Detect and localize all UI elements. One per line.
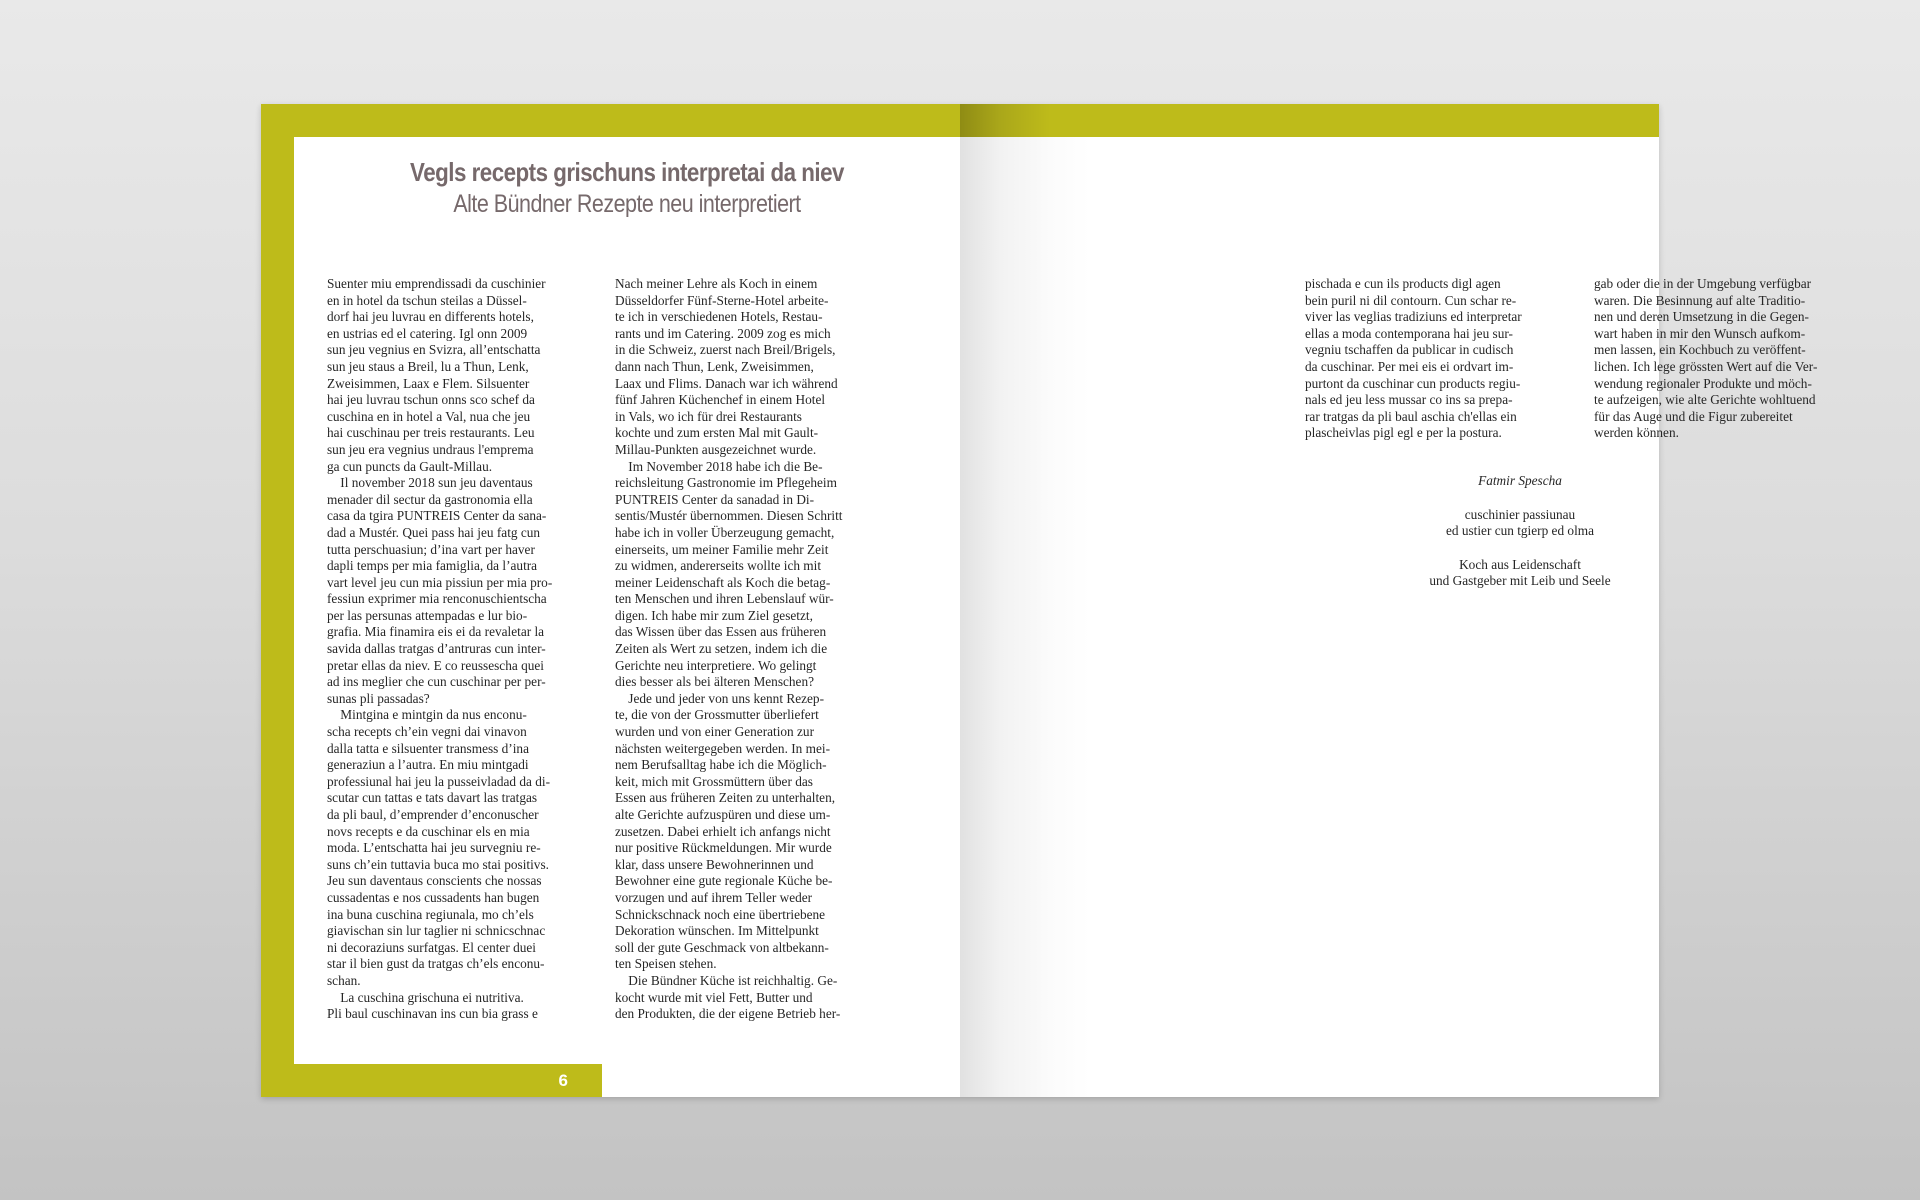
- book-spread: [261, 104, 1818, 1097]
- right-page: [960, 104, 1818, 1097]
- author-role-romansh: cuschinier passiunau ed ustier cun tgierp ed olma: [1445, 506, 1595, 539]
- author-name: Fatmir Spescha: [1478, 473, 1562, 488]
- text-column-german: Nach meiner Lehre als Koch in einem Düsseldorfer Fünf-Sterne-Hotel arbeite- te ich in verschiedenen Hotels, Restau- rants und im Catering. 2009 zog es mich in die Schweiz, zuerst nach Breil/Brigels, dann nach Thun, Lenk, Zweisimmen, Laax und Flims. Danach war ich während fünf Jahren Küchenchef in einem Hotel in Vals, wo ich für drei Restaurants kochte und zum ersten Mal mit Gault- Millau-Punkten ausgezeichnet wurde. Im November 2018 habe ich die Be- reichsleitung Gastronomie im Pflegeheim PUNTREIS Center da sanadad in Di- sentis/Mustér übernommen. Diesen Schritt habe ich in voller Überzeugung gemacht, einerseits, um meiner Familie mehr Zeit zu widmen, andererseits wollte ich mit meiner Leidenschaft als Koch die betag- ten Menschen und ihren Lebenslauf wür- digen. Ich habe mir zum Ziel gesetzt, das Wissen über das Essen aus früheren Zeiten als Wert zu setzen, indem ich die Gerichte neu interpretiere. Wo gelingt dies besser als bei älteren Menschen? Jede und jeder von uns kennt Rezep- te, die von der Grossmutter überliefert wurden und von einer Generation zur nächsten weitergegeben werden. In mei- nem Berufsalltag habe ich die Möglich- keit, mich mit Grossmüttern über das Essen aus früheren Zeiten zu unterhalten, alte Gerichte aufzuspüren und diese um- zusetzen. Dabei erhielt ich anfangs nicht nur positive Rückmeldungen. Mir wurde klar, dass unsere Bewohnerinnen und Bewohner eine gute regionale Küche be- vorzugen und auf ihrem Teller weder Schnickschnack noch eine übertriebene Dekoration wünschen. Im Mittelpunkt soll der gute Geschmack von altbekann- ten Speisen stehen. Die Bündner Küche ist reichhaltig. Ge- kocht wurde mit viel Fett, Butter und den Produkten, die der eigene Betrieb her-: [615, 276, 843, 1022]
- text-column-german-continued: gab oder die in der Umgebung verfügbar waren. Die Besinnung auf alte Traditio- nen und deren Umsetzung in die Gegen- wart haben in mir den Wunsch aufkom- men lassen, ein Kochbuch zu veröffent- lichen. Ich lege grössten Wert auf die Ver- wendung regionaler Produkte und möch- te aufzeigen, wie alte Gerichte wohltuend für das Auge und die Figur zubereitet werden können.: [1594, 276, 1818, 441]
- title-block: [294, 156, 960, 220]
- signature-spacer: [1390, 540, 1650, 557]
- page-subtitle: Alte Bündner Rezepte neu interpretiert: [453, 190, 801, 218]
- text-column-romansh-continued: pischada e cun ils products digl agen bein puril ni dil contourn. Cun schar re- viver las veglias tradiziuns ed interpretar ellas a moda contemporana hai jeu sur- vegniu tschaffen da publicar in cudisch da cuschinar. Per mei eis ei ordvart im- purtont da cuschinar cun products regiu- nals ed jeu less mussar co ins sa prepa- rar tratgas da pli baul aschia ch'ellas ein plascheivlas pigl egl e per la postura.: [1305, 276, 1522, 441]
- page-footer: [294, 1064, 602, 1097]
- accent-band: [960, 104, 1659, 137]
- text-column-romansh: Suenter miu emprendissadi da cuschinier en in hotel da tschun steilas a Düssel- dorf hai jeu luvrau en differents hotels, en ustrias ed el catering. Igl onn 2009 sun jeu vegnius en Svizra, all’entschatta sun jeu staus a Breil, lu a Thun, Lenk, Zweisimmen, Laax e Flem. Silsuenter hai jeu luvrau tschun onns sco schef da cuschina en in hotel a Val, nua che jeu hai cuschinau per treis restaurants. Leu sun jeu era vegnius undraus l'emprema ga cun puncts da Gault-Millau. Il november 2018 sun jeu daventaus menader dil sectur da gastronomia ella casa da tgira PUNTREIS Center da sana- dad a Mustér. Quei pass hai jeu fatg cun tutta perschuasiun; d’ina vart per haver dapli temps per mia famiglia, da l’autra vart level jeu cun mia pissiun per mia pro- fessiun exprimer mia renconuschientscha per las persunas attempadas e lur bio- grafia. Mia finamira eis ei da revaletar la savida dallas tratgas d’antruras cun inter- pretar ellas da niev. E co reussescha quei ad ins meglier che cun cuschinar per per- sunas pli passadas? Mintgina e mintgin da nus enconu- scha recepts ch’ein vegni dai vinavon dalla tatta e silsuenter transmess d’ina generaziun a l’autra. En miu mintgadi professiunal hai jeu la pusseivladad da di- scutar cun tattas e tats davart las tratgas da pli baul, d’emprender d’enconuscher novs recepts e da cuschinar els en mia moda. L’entschatta hai jeu survegniu re- suns ch’ein tuttavia buca mo stai positivs. Jeu sun daventaus conscients che nossas cussadentas e nos cussadents han bugen ina buna cuschina regiunala, mo ch’els giavischan sin lur taglier ni schnicschnac ni decoraziuns surfatgas. El center duei star il bien gust da tratgas ch’els enconu- schan. La cuschina grischuna ei nutritiva. Pli baul cuschinavan ins cun bia grass e: [327, 276, 553, 1022]
- author-role-german: Koch aus Leidenschaft und Gastgeber mit Leib und Seele: [1429, 556, 1611, 589]
- signature-block: [1390, 473, 1650, 590]
- left-page: [261, 104, 960, 1097]
- page-title: Vegls recepts grischuns interpretai da niev: [410, 157, 844, 187]
- page-number: 6: [558, 1071, 568, 1090]
